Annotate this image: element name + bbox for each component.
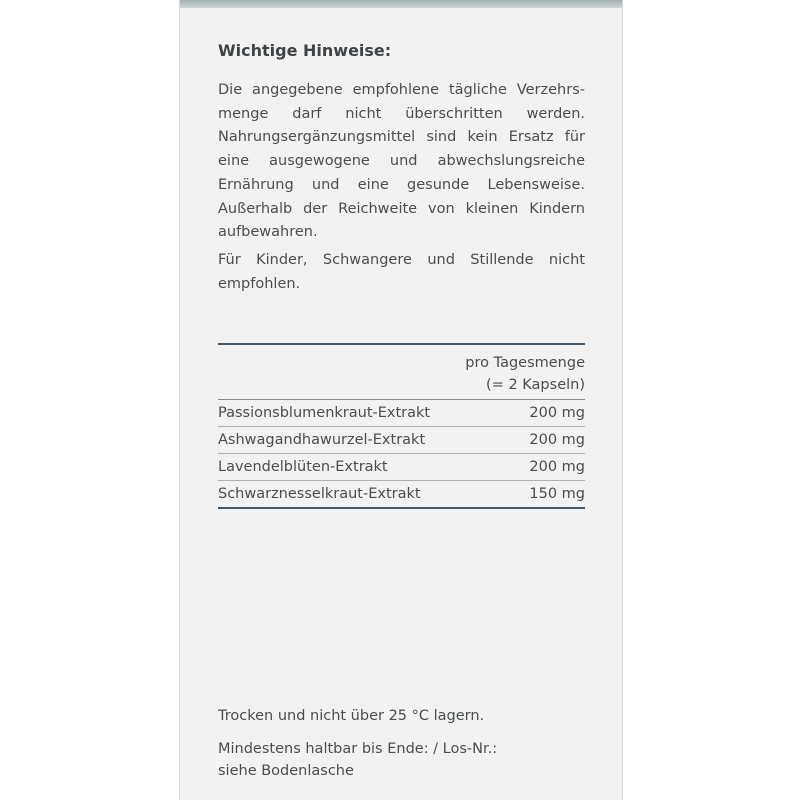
ingredient-name: Lavendelblüten-Extrakt (218, 459, 388, 475)
table-row (218, 427, 585, 454)
ingredient-name: Ashwagandhawurzel-Extrakt (218, 432, 426, 448)
expiry-line: Mindestens haltbar bis Ende: / Los-Nr.: (218, 741, 498, 757)
table-header (218, 352, 585, 400)
ingredients-table (218, 352, 585, 509)
expiry-info (218, 738, 585, 782)
header-daily-amount: pro Tagesmenge (465, 355, 585, 371)
storage-instructions: Trocken und nicht über 25 °C lagern. (218, 708, 485, 724)
important-notes-heading: Wichtige Hinweise: (218, 41, 392, 60)
ingredient-amount: 200 mg (529, 459, 585, 475)
table-top-rule (218, 343, 585, 345)
warning-paragraph: Die angegebene empfohlene tägliche Verzehrsmenge darf nicht überschritten werden. Nahrungsergänzungsmittel sind kein Ersatz für eine ausgewogene und abwechslungsreiche Ernährung und eine gesunde Lebensweise. Außerhalb der Reichweite von kleinen Kindern aufbewahren. (218, 82, 585, 241)
table-row (218, 454, 585, 481)
package-side-panel (179, 0, 623, 800)
expiry-location-line: siehe Bodenlasche (218, 763, 354, 779)
ingredient-amount: 200 mg (529, 405, 585, 421)
table-row (218, 481, 585, 509)
table-row (218, 400, 585, 427)
ingredient-amount: 150 mg (529, 486, 585, 502)
header-capsules: (= 2 Kapseln) (486, 377, 585, 393)
ingredient-name: Schwarznesselkraut-Extrakt (218, 486, 421, 502)
package-top-edge (180, 0, 622, 8)
ingredient-amount: 200 mg (529, 432, 585, 448)
not-recommended-paragraph: Für Kinder, Schwangere und Stillende nicht empfohlen. (218, 252, 585, 292)
ingredient-name: Passionsblumenkraut-Extrakt (218, 405, 431, 421)
